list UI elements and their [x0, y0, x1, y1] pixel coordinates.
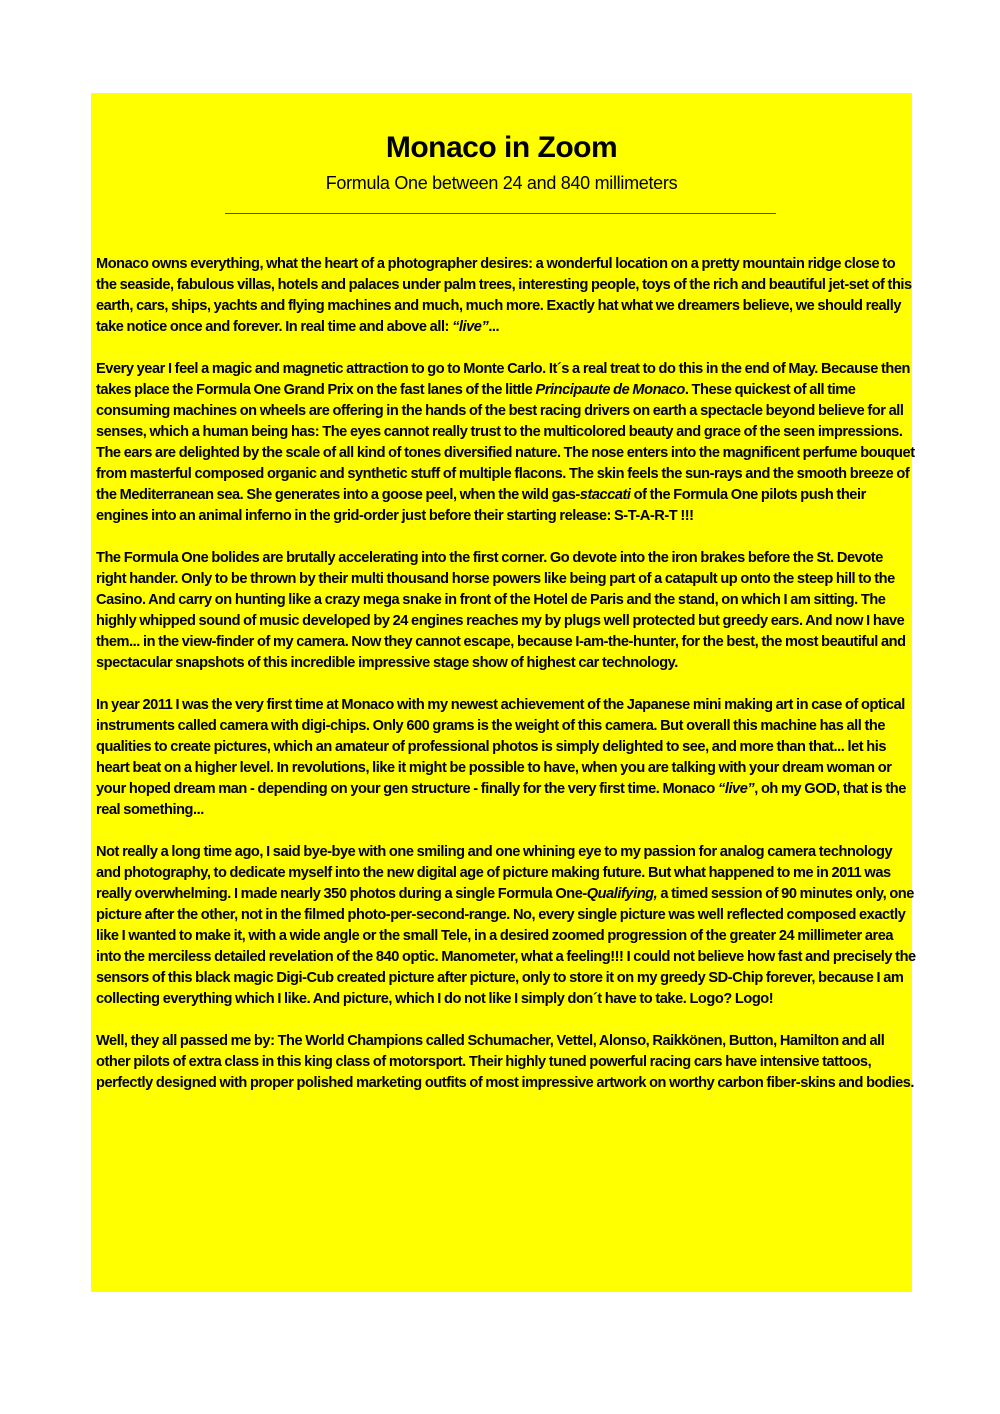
title-divider	[225, 213, 776, 214]
document-subtitle: Formula One between 24 and 840 millimeters	[325, 173, 678, 193]
paragraph-monte-carlo: Every year I feel a magic and magnetic attraction to go to Monte Carlo. It´s a real treat to do this in the end of May. Because then takes place the Formula One Grand Prix on the fast lanes of the little Principaute de Monaco. These quickest of all time consuming machines on wheels are offering in the hands of the best racing drivers on earth a spectacle beyond believe for all senses, which a human being has: The eyes cannot really trust to the multicolored beauty and grace of the seen impressions. The ears are delighted by the scale of all kind of tones diversified nature. The nose enters into the magnificent perfume bouquet from masterful composed organic and synthetic stuff of multiple flacons. The skin feels the sun-rays and the smooth breeze of the Mediterranean sea. She generates into a goose peel, when the wild gas-staccati of the Formula One pilots push their engines into an animal inferno in the grid-order just before their starting release: S-T-A-R-T !!!	[96, 361, 915, 524]
paragraph-world-champions: Well, they all passed me by: The World Champions called Schumacher, Vettel, Alonso, Raikkönen, Button, Hamilton and all other pilots of extra class in this king class of motorsport. Their highly tuned powerful racing cars have intensive tattoos, perfectly designed with proper polished marketing outfits of most impressive artwork on worthy carbon fiber-skins and bodies.	[96, 1033, 915, 1091]
paragraph-intro: Monaco owns everything, what the heart of a photographer desires: a wonderful location on a pretty mountain ridge close to the seaside, fabulous villas, hotels and palaces under palm trees, interesting people, toys of the rich and beautiful jet-set of this earth, cars, ships, yachts and flying machines and much, much more. Exactly hat what we dreamers believe, we should really take notice once and forever. In real time and above all: “live”...	[96, 256, 912, 335]
paragraph-year-2011: In year 2011 I was the very first time at Monaco with my newest achievement of the Japanese mini making art in case of optical instruments called camera with digi-chips. Only 600 grams is the weight of this camera. But overall this machine has all the qualities to create pictures, which an amateur of professional photos is simply delighted to see, and more than that... let his heart beat on a higher level. In revolutions, like it might be possible to have, when you are talking with your dream woman or your hoped dream man - depending on your gen structure - finally for the very first time. Monaco “live”, oh my GOD, that is the real something...	[96, 697, 906, 818]
paragraph-first-corner: The Formula One bolides are brutally accelerating into the first corner. Go devote into the iron brakes before the St. Devote right hander. Only to be thrown by their multi thousand horse powers like being part of a catapult up onto the steep hill to the Casino. And carry on hunting like a crazy mega snake in front of the Hotel de Paris and the stand, on which I am sitting. The highly whipped sound of music developed by 24 engines reaches my by plugs well protected but greedy ears. And now I have them... in the view-finder of my camera. Now they cannot escape, because I-am-the-hunter, for the best, the most beautiful and spectacular snapshots of this incredible impressive stage show of highest car technology.	[96, 550, 906, 671]
paragraph-digital-age: Not really a long time ago, I said bye-bye with one smiling and one whining eye to my passion for analog camera technology and photography, to dedicate myself into the new digital age of picture making future. But what happened to me in 2011 was really overwhelming. I made nearly 350 photos during a single Formula One-Qualifying, a timed session of 90 minutes only, one picture after the other, not in the filmed photo-per-second-range. No, every single picture was well reflected composed exactly like I wanted to make it, with a wide angle or the small Tele, in a desired zoomed progression of the greater 24 millimeter area into the merciless detailed revelation of the 840 optic. Manometer, what a feeling!!! I could not believe how fast and precisely the sensors of this black magic Digi-Cub created picture after picture, only to store it on my greedy SD-Chip forever, because I am collecting everything which I like. And picture, which I do not like I simply don´t have to take. Logo? Logo!	[96, 844, 916, 1007]
yellow-content-panel	[91, 93, 916, 1292]
article-body	[96, 254, 916, 1115]
document-title: Monaco in Zoom	[385, 131, 618, 164]
